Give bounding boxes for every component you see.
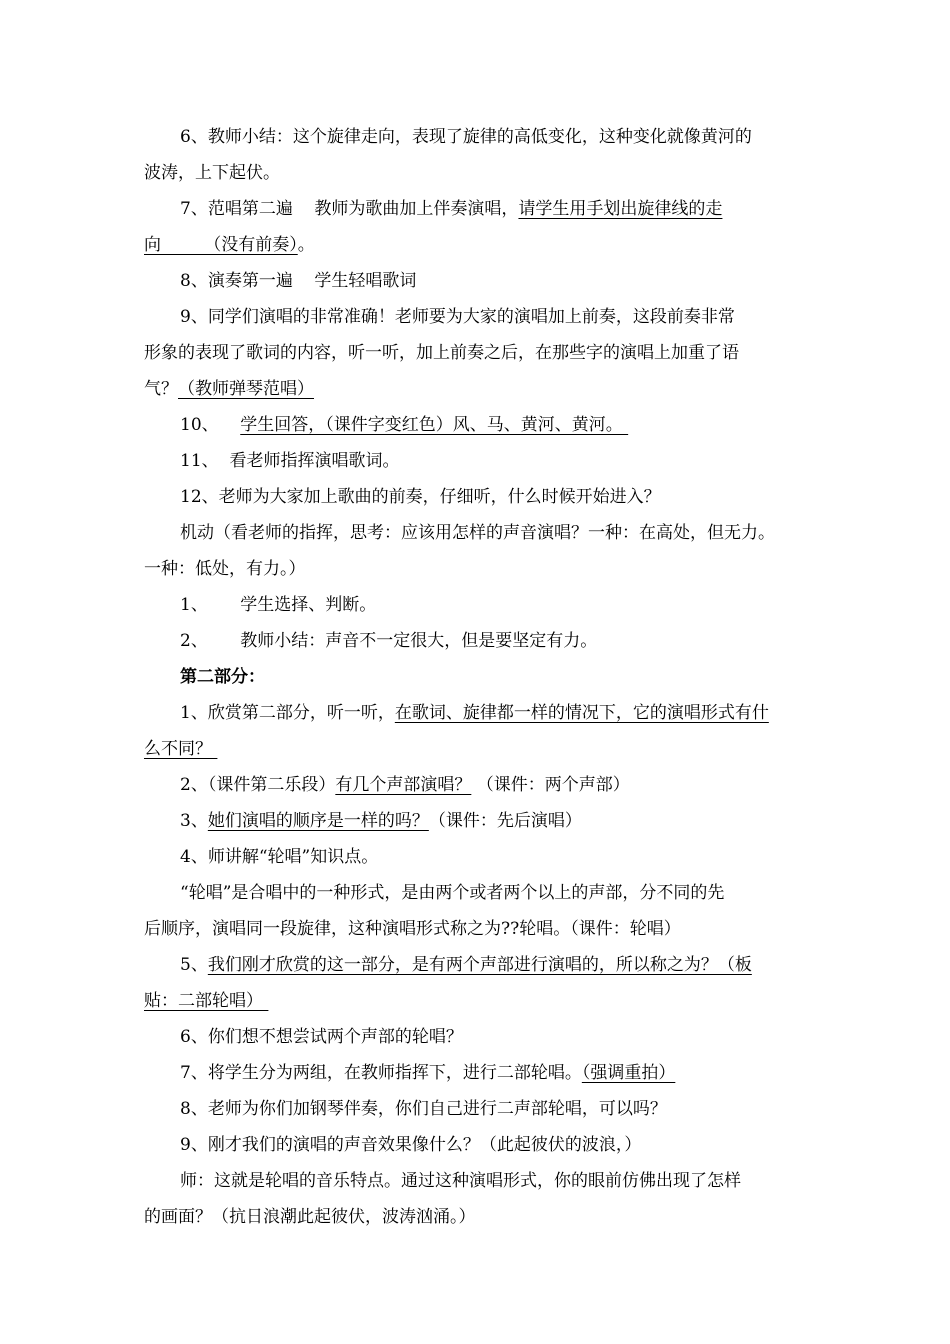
text-segment: （课件：两个声部）: [471, 775, 630, 795]
text-line: [180, 774, 630, 796]
text-segment: 波涛，上下起伏。: [144, 163, 280, 183]
text-segment: （课件：先后演唱）: [428, 811, 582, 831]
text-segment: 4、师讲解“轮唱”知识点。: [180, 847, 379, 867]
text-segment: 师：这就是轮唱的音乐特点。通过这种演唱形式，你的眼前仿佛出现了怎样: [180, 1171, 741, 1191]
text-line: [180, 306, 735, 328]
text-line: [180, 486, 661, 508]
text-line: [180, 1098, 667, 1120]
text-segment: 10、: [180, 415, 241, 435]
underlined-text: （强调重拍）: [581, 1063, 676, 1083]
underlined-text: （教师弹琴范唱）: [178, 379, 314, 399]
underlined-text: 在歌词、旋律都一样的情况下，它的演唱形式有什: [394, 703, 769, 723]
text-line: [180, 666, 265, 688]
text-line: [180, 522, 775, 544]
text-segment: 2、（课件第二乐段）: [180, 775, 336, 795]
underlined-text: 么不同？: [144, 739, 218, 759]
text-segment: 。: [297, 235, 315, 255]
text-segment: 2、 教师小结：声音不一定很大，但是要坚定有力。: [180, 631, 598, 651]
text-line: [180, 198, 722, 220]
text-line: [180, 450, 399, 472]
text-segment: 一种：低处，有力。）: [144, 559, 306, 579]
text-segment: 3、: [180, 811, 208, 831]
text-segment: 1、 学生选择、判断。: [180, 595, 377, 615]
underlined-text: 贴：二部轮唱）: [144, 991, 269, 1011]
text-line: [144, 990, 268, 1012]
text-segment: 1、欣赏第二部分，听一听，: [180, 703, 395, 723]
text-segment: 6、教师小结：这个旋律走向，表现了旋律的高低变化，这种变化就像黄河的: [180, 127, 752, 147]
text-line: [180, 882, 724, 904]
text-segment: 9、刚才我们的演唱的声音效果像什么？（此起彼伏的波浪，）: [180, 1135, 642, 1155]
text-line: [180, 702, 769, 724]
text-line: [144, 558, 306, 580]
text-segment: 7、范唱第二遍 教师为歌曲加上伴奏演唱，: [180, 199, 519, 219]
text-line: [180, 1134, 641, 1156]
text-line: [180, 810, 582, 832]
text-line: [144, 162, 280, 184]
underlined-text: 她们演唱的顺序是一样的吗？: [207, 811, 429, 831]
text-segment: 的画面？（抗日浪潮此起彼伏，波涛汹涌。）: [144, 1207, 476, 1227]
text-line: [144, 378, 314, 400]
text-segment: 5、: [180, 955, 208, 975]
text-line: [144, 1206, 476, 1228]
text-segment: 6、你们想不想尝试两个声部的轮唱？: [180, 1027, 463, 1047]
underlined-text: 我们刚才欣赏的这一部分，是有两个声部进行演唱的，所以称之为？（板: [207, 955, 752, 975]
underlined-text: 请学生用手划出旋律线的走: [518, 199, 723, 219]
text-segment: 后顺序，演唱同一段旋律，这种演唱形式称之为??轮唱。（课件：轮唱）: [144, 919, 681, 939]
text-line: [180, 1170, 741, 1192]
text-line: [180, 126, 752, 148]
text-segment: 7、将学生分为两组，在教师指挥下，进行二部轮唱。: [180, 1063, 582, 1083]
text-line: [180, 414, 628, 436]
text-segment: “轮唱”是合唱中的一种形式，是由两个或者两个以上的声部，分不同的先: [180, 883, 725, 903]
text-line: [180, 630, 597, 652]
text-line: [144, 234, 315, 256]
text-line: [180, 846, 378, 868]
underlined-text: 学生回答，（课件字变红色）风、马、黄河、黄河。: [240, 415, 629, 435]
text-line: [144, 738, 217, 760]
text-segment: 气？: [144, 379, 178, 399]
underlined-text: 向 （没有前奏）: [144, 235, 298, 255]
section-heading: 第二部分：: [180, 667, 265, 687]
underlined-text: 有几个声部演唱？: [335, 775, 472, 795]
text-line: [180, 270, 416, 292]
text-segment: 9、同学们演唱的非常准确！老师要为大家的演唱加上前奏，这段前奏非常: [180, 307, 735, 327]
text-segment: 12、老师为大家加上歌曲的前奏，仔细听，什么时候开始进入？: [180, 487, 661, 507]
text-segment: 形象的表现了歌词的内容，听一听，加上前奏之后，在那些字的演唱上加重了语: [144, 343, 739, 363]
text-line: [180, 954, 752, 976]
text-segment: 机动（看老师的指挥，思考：应该用怎样的声音演唱？一种：在高处，但无力。: [180, 523, 775, 543]
text-line: [180, 594, 376, 616]
text-segment: 8、老师为你们加钢琴伴奏，你们自己进行二声部轮唱，可以吗？: [180, 1099, 667, 1119]
text-segment: 8、演奏第一遍 学生轻唱歌词: [180, 271, 417, 291]
text-line: [180, 1062, 675, 1084]
text-line: [144, 918, 681, 940]
text-segment: 11、 看老师指挥演唱歌词。: [180, 451, 400, 471]
text-line: [180, 1026, 463, 1048]
text-line: [144, 342, 739, 364]
